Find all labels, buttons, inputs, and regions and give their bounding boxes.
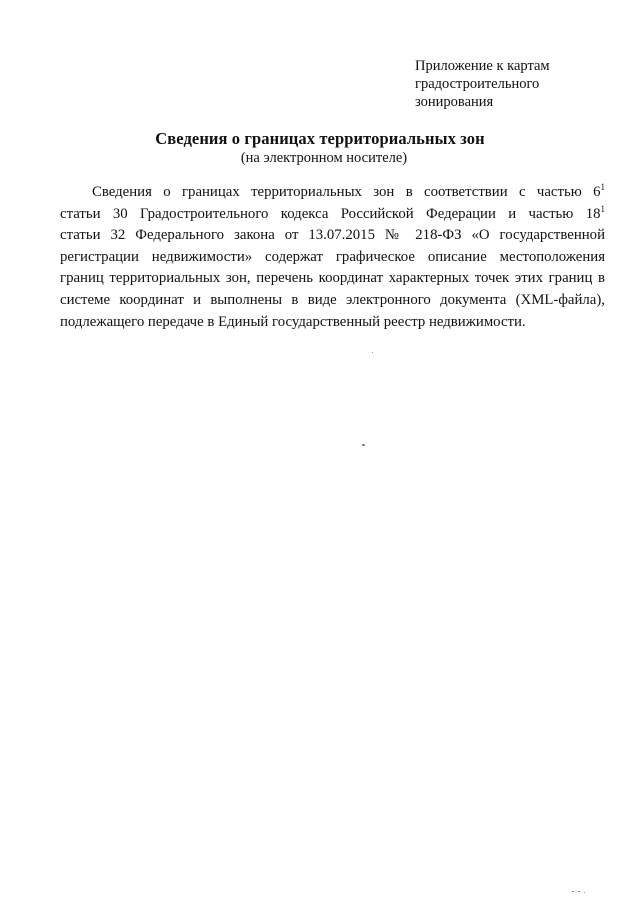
superscript-2: 1 (600, 203, 605, 214)
body-line-2-text: статьи 30 Градостроительного кодекса Российской Федерации и частью 18 (60, 205, 601, 222)
body-line-3: статьи 32 Федерального закона от 13.07.2015 № 218-ФЗ «О государственной (60, 227, 605, 244)
scan-speck (362, 444, 365, 446)
annex-line-1: Приложение к картам (415, 58, 550, 74)
body-paragraph (60, 182, 605, 333)
scan-speck (572, 891, 574, 892)
body-line-7: подлежащего передаче в Единый государственный реестр недвижимости. (60, 313, 526, 330)
body-line-1-text: Сведения о границах территориальных зон в соответствии с частью 6 (92, 184, 601, 200)
body-line-4: регистрации недвижимости» содержат графическое описание местоположения (60, 248, 605, 265)
annex-line-3: зонирования (415, 94, 494, 110)
scan-speck (372, 352, 373, 353)
body-line-5: границ территориальных зон, перечень координат характерных точек этих границ в (60, 270, 605, 287)
annex-note (415, 57, 615, 111)
scan-speck (584, 892, 585, 893)
body-line-1 (60, 182, 605, 204)
superscript-1: 1 (600, 182, 605, 192)
scan-speck (578, 891, 580, 892)
annex-line-2: градостроительного (415, 76, 540, 92)
body-line-6: системе координат и выполнены в виде электронного документа (XML-файла), (60, 291, 605, 308)
body-line-2 (60, 204, 605, 226)
document-subtitle: (на электронном носителе) (240, 150, 408, 166)
document-title: Сведения о границах территориальных зон (155, 129, 485, 148)
